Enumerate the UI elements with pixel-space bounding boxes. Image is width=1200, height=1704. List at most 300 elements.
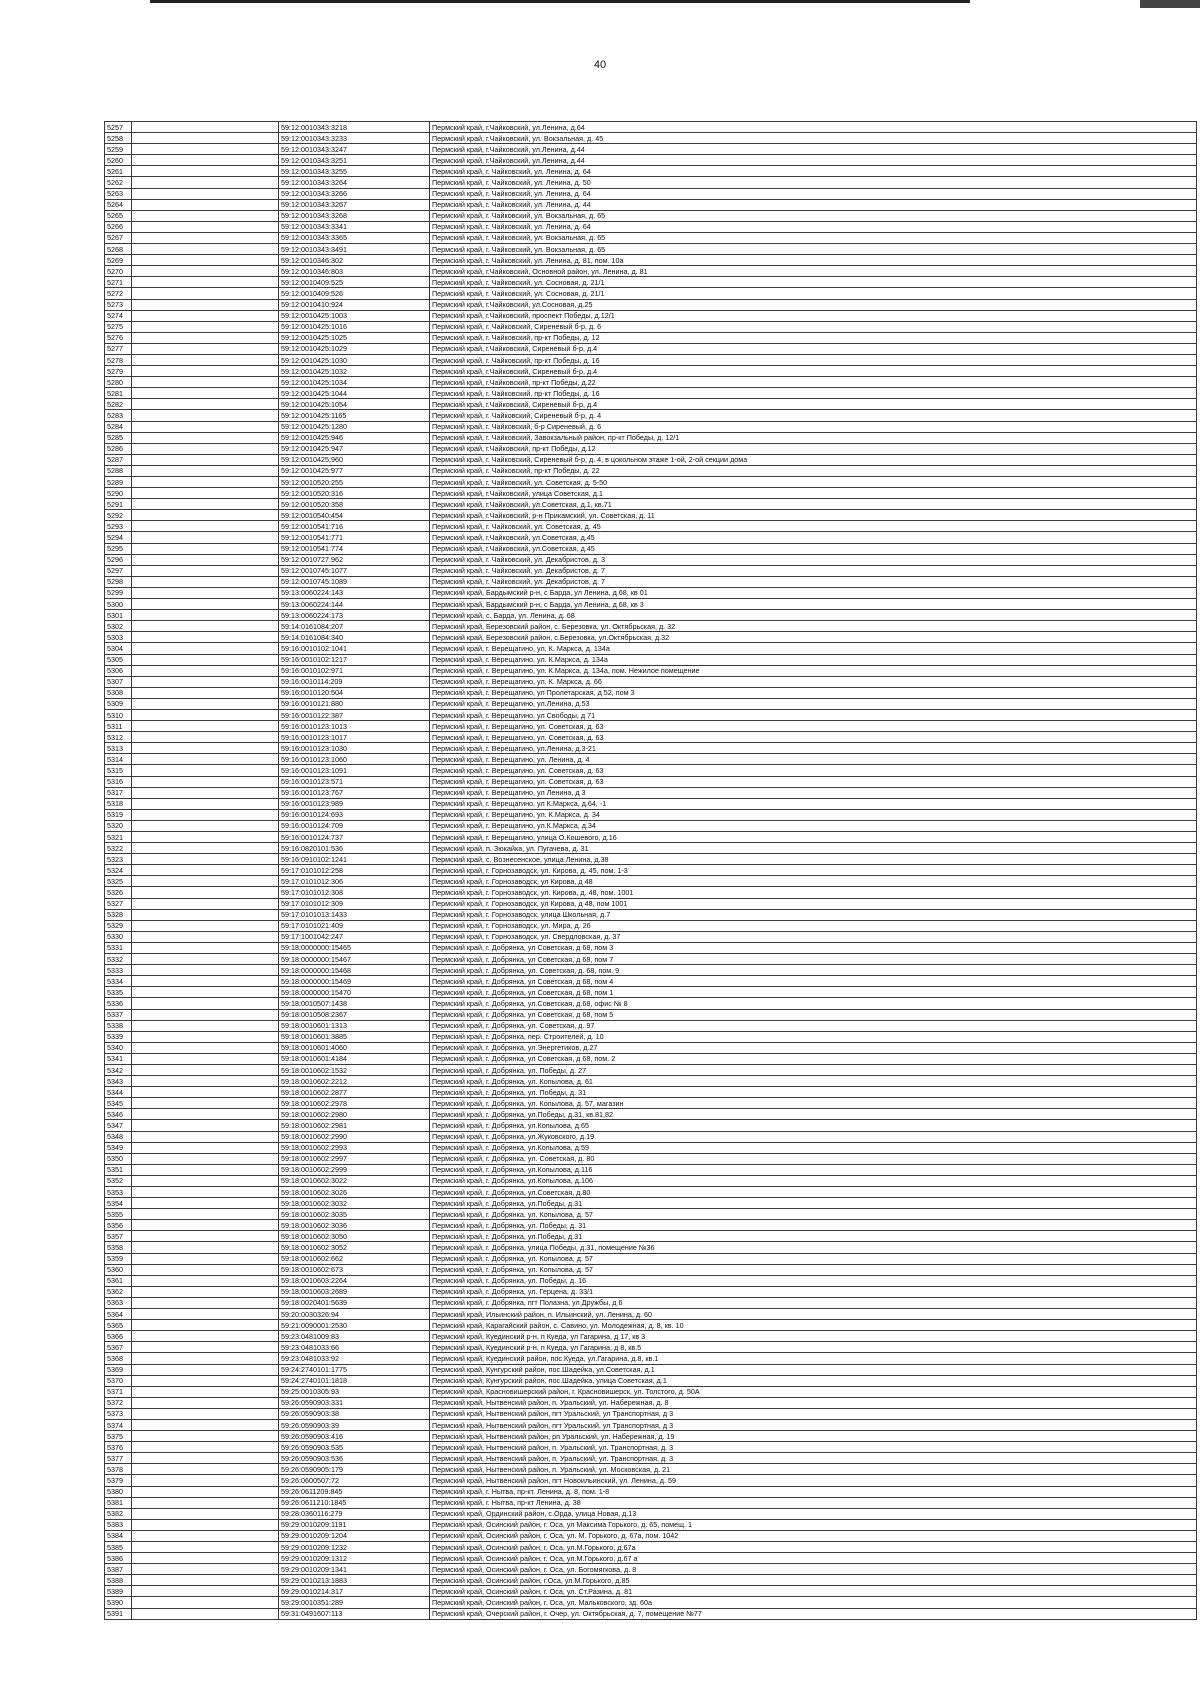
cadastral-number-cell: 59:18:0010602:3026 bbox=[279, 1187, 430, 1198]
address-cell: Пермский край, г. Верещагино, ул. Советская, д. 63 bbox=[430, 776, 1197, 787]
cadastral-number-cell: 59:14:0161084:207 bbox=[279, 621, 430, 632]
cadastral-number-cell: 59:17:0101012:306 bbox=[279, 876, 430, 887]
cadastral-number-cell: 59:16:0010123:1013 bbox=[279, 721, 430, 732]
empty-cell bbox=[132, 787, 279, 798]
cadastral-number-cell: 59:18:0010601:3885 bbox=[279, 1031, 430, 1042]
address-cell: Пермский край, г. Горнозаводск, ул. Свердловская, д. 37 bbox=[430, 931, 1197, 942]
address-cell: Пермский край, Осинский район, г. Оса, ул.М.Горького, д.67 а bbox=[430, 1553, 1197, 1564]
table-row bbox=[105, 1009, 1197, 1020]
cadastral-number-cell: 59:16:0010102:1217 bbox=[279, 654, 430, 665]
address-cell: Пермский край, г. Чайковский, Сиреневый б-р, д. 4, в цокольном этаже 1-ой, 2-ой секции дома bbox=[430, 454, 1197, 465]
address-cell: Пермский край, г. Чайковский, ул. Декабристов, д. 3 bbox=[430, 554, 1197, 565]
table-row bbox=[105, 244, 1197, 255]
table-row bbox=[105, 665, 1197, 676]
empty-cell bbox=[132, 1231, 279, 1242]
table-row bbox=[105, 610, 1197, 621]
table-row bbox=[105, 1530, 1197, 1541]
empty-cell bbox=[132, 199, 279, 210]
cadastral-number-cell: 59:26:0590903:535 bbox=[279, 1442, 430, 1453]
address-cell: Пермский край, Осинский район, г. Оса, ул. М. Горького, д. 67а, пом. 1042 bbox=[430, 1530, 1197, 1541]
empty-cell bbox=[132, 1087, 279, 1098]
table-row bbox=[105, 1242, 1197, 1253]
table-row bbox=[105, 976, 1197, 987]
empty-cell bbox=[132, 654, 279, 665]
row-number-cell: 5376 bbox=[105, 1442, 132, 1453]
row-number-cell: 5282 bbox=[105, 399, 132, 410]
address-cell: Пермский край, г. Добрянка, ул Советская, д 68, пом 3 bbox=[430, 942, 1197, 953]
cadastral-number-cell: 59:23:0481009:83 bbox=[279, 1331, 430, 1342]
row-number-cell: 5290 bbox=[105, 488, 132, 499]
address-cell: Пермский край, г. Верещагино, ул. К.Маркса, д. 134а, пом. Нежилое помещение bbox=[430, 665, 1197, 676]
address-cell: Пермский край, г. Верещагино, ул.Ленина, д.3-21 bbox=[430, 743, 1197, 754]
address-cell: Пермский край, г. Горнозаводск, ул Кирова, д 48, пом 1001 bbox=[430, 898, 1197, 909]
cadastral-number-cell: 59:31:0491607:113 bbox=[279, 1608, 430, 1619]
table-row bbox=[105, 1542, 1197, 1553]
row-number-cell: 5364 bbox=[105, 1309, 132, 1320]
empty-cell bbox=[132, 843, 279, 854]
cadastral-number-cell: 59:13:0060224:173 bbox=[279, 610, 430, 621]
table-row bbox=[105, 1231, 1197, 1242]
row-number-cell: 5374 bbox=[105, 1419, 132, 1430]
cadastral-number-cell: 59:12:0010343:3255 bbox=[279, 166, 430, 177]
cadastral-number-cell: 59:12:0010541:771 bbox=[279, 532, 430, 543]
address-cell: Пермский край, г. Верещагино, ул. К. Маркса, д. 66 bbox=[430, 676, 1197, 687]
row-number-cell: 5388 bbox=[105, 1575, 132, 1586]
table-row bbox=[105, 787, 1197, 798]
address-cell: Пермский край, г. Чайковский, пр-кт Победы, д. 16 bbox=[430, 388, 1197, 399]
row-number-cell: 5283 bbox=[105, 410, 132, 421]
cadastral-number-cell: 59:12:0010745:1089 bbox=[279, 576, 430, 587]
empty-cell bbox=[132, 1209, 279, 1220]
row-number-cell: 5334 bbox=[105, 976, 132, 987]
row-number-cell: 5380 bbox=[105, 1486, 132, 1497]
row-number-cell: 5385 bbox=[105, 1542, 132, 1553]
cadastral-number-cell: 59:18:0010602:2993 bbox=[279, 1142, 430, 1153]
row-number-cell: 5322 bbox=[105, 843, 132, 854]
row-number-cell: 5275 bbox=[105, 321, 132, 332]
row-number-cell: 5360 bbox=[105, 1264, 132, 1275]
row-number-cell: 5391 bbox=[105, 1608, 132, 1619]
empty-cell bbox=[132, 1331, 279, 1342]
empty-cell bbox=[132, 288, 279, 299]
empty-cell bbox=[132, 721, 279, 732]
cadastral-number-cell: 59:18:0010602:2212 bbox=[279, 1076, 430, 1087]
row-number-cell: 5311 bbox=[105, 721, 132, 732]
row-number-cell: 5358 bbox=[105, 1242, 132, 1253]
row-number-cell: 5369 bbox=[105, 1364, 132, 1375]
cadastral-number-cell: 59:16:0010124:709 bbox=[279, 820, 430, 831]
cadastral-number-cell: 59:12:0010343:3218 bbox=[279, 122, 430, 133]
empty-cell bbox=[132, 177, 279, 188]
address-cell: Пермский край, г.Чайковский, ул.Ленина, д.44 bbox=[430, 155, 1197, 166]
cadastral-number-cell: 59:12:0010727:962 bbox=[279, 554, 430, 565]
address-cell: Пермский край, г. Добрянка, ул.Советская, д.68, офис № 8 bbox=[430, 998, 1197, 1009]
cadastral-number-cell: 59:12:0010410:924 bbox=[279, 299, 430, 310]
row-number-cell: 5274 bbox=[105, 310, 132, 321]
empty-cell bbox=[132, 266, 279, 277]
cadastral-number-cell: 59:24:2740101:1775 bbox=[279, 1364, 430, 1375]
cadastral-number-cell: 59:18:0010601:4184 bbox=[279, 1053, 430, 1064]
address-cell: Пермский край, г. Верещагино, ул Пролетарская, д 52, пом 3 bbox=[430, 687, 1197, 698]
row-number-cell: 5278 bbox=[105, 354, 132, 365]
row-number-cell: 5265 bbox=[105, 210, 132, 221]
empty-cell bbox=[132, 133, 279, 144]
cadastral-number-cell: 59:12:0010520:316 bbox=[279, 488, 430, 499]
empty-cell bbox=[132, 332, 279, 343]
row-number-cell: 5372 bbox=[105, 1397, 132, 1408]
table-row bbox=[105, 1575, 1197, 1586]
empty-cell bbox=[132, 1475, 279, 1486]
cadastral-number-cell: 59:17:0101012:258 bbox=[279, 865, 430, 876]
row-number-cell: 5361 bbox=[105, 1275, 132, 1286]
cadastral-number-cell: 59:18:0010601:1313 bbox=[279, 1020, 430, 1031]
address-cell: Пермский край, г. Верещагино, ул К.Маркса, д.64, -1 bbox=[430, 798, 1197, 809]
empty-cell bbox=[132, 976, 279, 987]
cadastral-number-cell: 59:12:0010425:1029 bbox=[279, 343, 430, 354]
empty-cell bbox=[132, 832, 279, 843]
address-cell: Пермский край, Осинский район, г. Оса, ул.М.Горького, д.67а bbox=[430, 1542, 1197, 1553]
row-number-cell: 5271 bbox=[105, 277, 132, 288]
empty-cell bbox=[132, 1020, 279, 1031]
row-number-cell: 5354 bbox=[105, 1198, 132, 1209]
empty-cell bbox=[132, 1297, 279, 1308]
row-number-cell: 5267 bbox=[105, 232, 132, 243]
address-cell: Пермский край, г. Горнозаводск, ул Кирова, д 48 bbox=[430, 876, 1197, 887]
table-row bbox=[105, 632, 1197, 643]
table-row bbox=[105, 1153, 1197, 1164]
address-cell: Пермский край, г. Добрянка, ул. Советская, д. 68, пом. 9 bbox=[430, 965, 1197, 976]
cadastral-number-cell: 59:18:0010602:1532 bbox=[279, 1064, 430, 1075]
row-number-cell: 5355 bbox=[105, 1209, 132, 1220]
empty-cell bbox=[132, 310, 279, 321]
cadastral-number-cell: 59:18:0010602:3036 bbox=[279, 1220, 430, 1231]
row-number-cell: 5279 bbox=[105, 366, 132, 377]
address-cell: Пермский край, г. Чайковский, ул. Ленина, д. 44 bbox=[430, 199, 1197, 210]
table-row bbox=[105, 1053, 1197, 1064]
row-number-cell: 5342 bbox=[105, 1064, 132, 1075]
cadastral-number-cell: 59:12:0010425:1032 bbox=[279, 366, 430, 377]
table-row bbox=[105, 643, 1197, 654]
empty-cell bbox=[132, 477, 279, 488]
row-number-cell: 5352 bbox=[105, 1175, 132, 1186]
address-cell: Пермский край, г. Верещагино, ул Свободы, д 71 bbox=[430, 709, 1197, 720]
address-cell: Пермский край, г. Добрянка, ул Советская, д 68, пом 7 bbox=[430, 954, 1197, 965]
table-row bbox=[105, 543, 1197, 554]
table-row bbox=[105, 177, 1197, 188]
empty-cell bbox=[132, 277, 279, 288]
row-number-cell: 5329 bbox=[105, 920, 132, 931]
table-row bbox=[105, 920, 1197, 931]
row-number-cell: 5340 bbox=[105, 1042, 132, 1053]
cadastral-number-cell: 59:18:0010602:3035 bbox=[279, 1209, 430, 1220]
address-cell: Пермский край, г. Чайковский, ул. Сосновая, д. 21/1 bbox=[430, 288, 1197, 299]
address-cell: Пермский край, г. Добрянка, ул Советская, д 68, пом. 2 bbox=[430, 1053, 1197, 1064]
table-row bbox=[105, 521, 1197, 532]
address-cell: Пермский край, Очерский район, г. Очер, ул. Октябрьская, д. 7, помещение №77 bbox=[430, 1608, 1197, 1619]
address-cell: Пермский край, Нытвенский район, п. Уральский, ул. Транспортная, д. 3 bbox=[430, 1442, 1197, 1453]
cadastral-number-cell: 59:26:0590905:179 bbox=[279, 1464, 430, 1475]
address-cell: Пермский край, Ординский район, с.Орда, улица Новая, д.13 bbox=[430, 1508, 1197, 1519]
address-cell: Пермский край, Куединский р-н, п Куеда, ул Гагарина, д 17, кв 3 bbox=[430, 1331, 1197, 1342]
address-cell: Пермский край, г. Верещагино, ул. Советская, д. 63 bbox=[430, 732, 1197, 743]
cadastral-number-cell: 59:18:0010507:1438 bbox=[279, 998, 430, 1009]
address-cell: Пермский край, г. Верещагино, ул. К. Маркса, д. 134а bbox=[430, 643, 1197, 654]
table-row bbox=[105, 443, 1197, 454]
address-cell: Пермский край, Осинский район, г. Оса, ул. Ст.Разина, д. 81 bbox=[430, 1586, 1197, 1597]
cadastral-number-cell: 59:12:0010425:1034 bbox=[279, 377, 430, 388]
cadastral-number-cell: 59:18:0010602:2999 bbox=[279, 1164, 430, 1175]
row-number-cell: 5333 bbox=[105, 965, 132, 976]
table-row bbox=[105, 144, 1197, 155]
cadastral-number-cell: 59:18:0000000:15467 bbox=[279, 954, 430, 965]
row-number-cell: 5384 bbox=[105, 1530, 132, 1541]
address-cell: Пермский край, г. Добрянка, ул.Энергетиков, д.27 bbox=[430, 1042, 1197, 1053]
address-cell: Пермский край, г. Чайковский, ул. Вокзальная, д. 65 bbox=[430, 244, 1197, 255]
cadastral-number-cell: 59:16:0010123:989 bbox=[279, 798, 430, 809]
page-number: 40 bbox=[593, 59, 607, 71]
empty-cell bbox=[132, 1042, 279, 1053]
cadastral-number-cell: 59:18:0010602:3032 bbox=[279, 1198, 430, 1209]
empty-cell bbox=[132, 776, 279, 787]
table-row bbox=[105, 1275, 1197, 1286]
table-row bbox=[105, 288, 1197, 299]
row-number-cell: 5351 bbox=[105, 1164, 132, 1175]
table-row bbox=[105, 1442, 1197, 1453]
cadastral-number-cell: 59:12:0010425:1054 bbox=[279, 399, 430, 410]
cadastral-number-cell: 59:16:0010122:387 bbox=[279, 709, 430, 720]
cadastral-number-cell: 59:18:0000000:15470 bbox=[279, 987, 430, 998]
row-number-cell: 5302 bbox=[105, 621, 132, 632]
address-cell: Пермский край, г. Добрянка, улица Победы, д.31, помещение №36 bbox=[430, 1242, 1197, 1253]
cadastral-number-cell: 59:16:0010102:971 bbox=[279, 665, 430, 676]
empty-cell bbox=[132, 388, 279, 399]
cadastral-number-cell: 59:18:0010602:2997 bbox=[279, 1153, 430, 1164]
empty-cell bbox=[132, 865, 279, 876]
address-cell: Пермский край, г. Добрянка, ул.Советская, д.80 bbox=[430, 1187, 1197, 1198]
row-number-cell: 5264 bbox=[105, 199, 132, 210]
row-number-cell: 5341 bbox=[105, 1053, 132, 1064]
address-cell: Пермский край, г. Верещагино, ул. К.Маркса, д. 34 bbox=[430, 809, 1197, 820]
cadastral-number-cell: 59:12:0010520:255 bbox=[279, 477, 430, 488]
cadastral-number-cell: 59:26:0590903:38 bbox=[279, 1408, 430, 1419]
cadastral-number-cell: 59:29:0010209:1232 bbox=[279, 1542, 430, 1553]
empty-cell bbox=[132, 1564, 279, 1575]
empty-cell bbox=[132, 510, 279, 521]
empty-cell bbox=[132, 1187, 279, 1198]
address-cell: Пермский край, г. Добрянка, ул.Копылова, д.59 bbox=[430, 1142, 1197, 1153]
cadastral-number-cell: 59:18:0010602:2981 bbox=[279, 1120, 430, 1131]
row-number-cell: 5284 bbox=[105, 421, 132, 432]
empty-cell bbox=[132, 1142, 279, 1153]
table-row bbox=[105, 488, 1197, 499]
table-row bbox=[105, 465, 1197, 476]
row-number-cell: 5308 bbox=[105, 687, 132, 698]
table-row bbox=[105, 266, 1197, 277]
empty-cell bbox=[132, 587, 279, 598]
empty-cell bbox=[132, 1253, 279, 1264]
table-row bbox=[105, 1353, 1197, 1364]
empty-cell bbox=[132, 909, 279, 920]
row-number-cell: 5316 bbox=[105, 776, 132, 787]
cadastral-number-cell: 59:12:0010425:1030 bbox=[279, 354, 430, 365]
table-row bbox=[105, 798, 1197, 809]
cadastral-number-cell: 59:12:0010343:3341 bbox=[279, 221, 430, 232]
empty-cell bbox=[132, 854, 279, 865]
row-number-cell: 5387 bbox=[105, 1564, 132, 1575]
address-cell: Пермский край, г.Чайковский, Сиреневый б-р, д.4 bbox=[430, 399, 1197, 410]
cadastral-number-cell: 59:12:0010409:526 bbox=[279, 288, 430, 299]
address-cell: Пермский край, Осинский район, г. Оса, ул. Мальковского, зд. 60а bbox=[430, 1597, 1197, 1608]
cadastral-number-cell: 59:18:0010602:2877 bbox=[279, 1087, 430, 1098]
empty-cell bbox=[132, 1309, 279, 1320]
row-number-cell: 5273 bbox=[105, 299, 132, 310]
cadastral-number-cell: 59:18:0010603:2264 bbox=[279, 1275, 430, 1286]
table-row bbox=[105, 1342, 1197, 1353]
address-cell: Пермский край, г. Чайковский, ул. Ленина, д. 50 bbox=[430, 177, 1197, 188]
empty-cell bbox=[132, 421, 279, 432]
table-row bbox=[105, 554, 1197, 565]
table-row bbox=[105, 809, 1197, 820]
empty-cell bbox=[132, 1386, 279, 1397]
cadastral-number-cell: 59:26:0600507:72 bbox=[279, 1475, 430, 1486]
table-row bbox=[105, 1586, 1197, 1597]
empty-cell bbox=[132, 1242, 279, 1253]
row-number-cell: 5294 bbox=[105, 532, 132, 543]
address-cell: Пермский край, г. Чайковский, ул. Ленина, д. 64 bbox=[430, 166, 1197, 177]
row-number-cell: 5327 bbox=[105, 898, 132, 909]
empty-cell bbox=[132, 1486, 279, 1497]
table-row bbox=[105, 876, 1197, 887]
row-number-cell: 5379 bbox=[105, 1475, 132, 1486]
empty-cell bbox=[132, 576, 279, 587]
empty-cell bbox=[132, 255, 279, 266]
empty-cell bbox=[132, 687, 279, 698]
empty-cell bbox=[132, 920, 279, 931]
cadastral-number-cell: 59:23:0481033:66 bbox=[279, 1342, 430, 1353]
empty-cell bbox=[132, 1464, 279, 1475]
row-number-cell: 5338 bbox=[105, 1020, 132, 1031]
address-cell: Пермский край, г.Чайковский, ул.Советская, д.1, кв.71 bbox=[430, 499, 1197, 510]
table-row bbox=[105, 1297, 1197, 1308]
address-cell: Пермский край, г. Горнозаводск, ул. Кирова, д. 45, пом. 1-3 bbox=[430, 865, 1197, 876]
cadastral-number-cell: 59:18:0000000:15469 bbox=[279, 976, 430, 987]
table-row bbox=[105, 954, 1197, 965]
cadastral-number-cell: 59:16:0010123:1060 bbox=[279, 754, 430, 765]
address-cell: Пермский край, Березовский район, с. Березовка, ул. Октябрьская, д. 32 bbox=[430, 621, 1197, 632]
address-cell: Пермский край, Нытвенский район, п. Уральский, ул. Транспортная, д. 3 bbox=[430, 1453, 1197, 1464]
address-cell: Пермский край, г. Добрянка, ул.Жуковского, д.19 bbox=[430, 1131, 1197, 1142]
table-row bbox=[105, 1076, 1197, 1087]
empty-cell bbox=[132, 898, 279, 909]
table-row bbox=[105, 1131, 1197, 1142]
empty-cell bbox=[132, 1408, 279, 1419]
empty-cell bbox=[132, 1098, 279, 1109]
address-cell: Пермский край, г. Верещагино, ул. Советская, д. 63 bbox=[430, 765, 1197, 776]
address-cell: Пермский край, Красновишерский район, г. Красновишерск, ул. Толстого, д. 50А bbox=[430, 1386, 1197, 1397]
empty-cell bbox=[132, 1264, 279, 1275]
address-cell: Пермский край, Бардымский р-н, с Барда, ул Ленина, д 68, кв 01 bbox=[430, 587, 1197, 598]
cadastral-number-cell: 59:29:0010209:1191 bbox=[279, 1519, 430, 1530]
row-number-cell: 5320 bbox=[105, 820, 132, 831]
row-number-cell: 5285 bbox=[105, 432, 132, 443]
address-cell: Пермский край, Карагайский район, с. Савино, ул. Молодежная, д. 8, кв. 10 bbox=[430, 1320, 1197, 1331]
row-number-cell: 5324 bbox=[105, 865, 132, 876]
address-cell: Пермский край, г.Чайковский, пр-кт Победы, д.12 bbox=[430, 443, 1197, 454]
cadastral-number-cell: 59:16:0010114:209 bbox=[279, 676, 430, 687]
table-row bbox=[105, 366, 1197, 377]
cadastral-number-cell: 59:18:0010602:673 bbox=[279, 1264, 430, 1275]
row-number-cell: 5381 bbox=[105, 1497, 132, 1508]
empty-cell bbox=[132, 643, 279, 654]
empty-cell bbox=[132, 1320, 279, 1331]
row-number-cell: 5300 bbox=[105, 599, 132, 610]
cadastral-number-cell: 59:12:0010425:1025 bbox=[279, 332, 430, 343]
row-number-cell: 5343 bbox=[105, 1076, 132, 1087]
address-cell: Пермский край, Кунгурский район, пос.Шадейка, улица Советская, д.1 bbox=[430, 1375, 1197, 1386]
table-row bbox=[105, 1098, 1197, 1109]
empty-cell bbox=[132, 931, 279, 942]
row-number-cell: 5261 bbox=[105, 166, 132, 177]
table-row bbox=[105, 1475, 1197, 1486]
table-row bbox=[105, 277, 1197, 288]
address-cell: Пермский край, г.Чайковский, ул. Вокзальная, д. 45 bbox=[430, 133, 1197, 144]
address-cell: Пермский край, Нытвенский район, рп Уральский, ул. Набережная, д. 19 bbox=[430, 1431, 1197, 1442]
row-number-cell: 5357 bbox=[105, 1231, 132, 1242]
empty-cell bbox=[132, 743, 279, 754]
cadastral-number-cell: 59:12:0010425:1044 bbox=[279, 388, 430, 399]
table-row bbox=[105, 1508, 1197, 1519]
empty-cell bbox=[132, 122, 279, 133]
row-number-cell: 5304 bbox=[105, 643, 132, 654]
cadastral-number-cell: 59:12:0010425:946 bbox=[279, 432, 430, 443]
empty-cell bbox=[132, 1109, 279, 1120]
address-cell: Пермский край, г.Чайковский, пр-кт Победы, д.22 bbox=[430, 377, 1197, 388]
row-number-cell: 5353 bbox=[105, 1187, 132, 1198]
row-number-cell: 5321 bbox=[105, 832, 132, 843]
cadastral-number-cell: 59:26:0611209:845 bbox=[279, 1486, 430, 1497]
table-row bbox=[105, 1519, 1197, 1530]
empty-cell bbox=[132, 1031, 279, 1042]
cadastral-number-cell: 59:17:0101012:309 bbox=[279, 898, 430, 909]
empty-cell bbox=[132, 632, 279, 643]
empty-cell bbox=[132, 1608, 279, 1619]
cadastral-number-cell: 59:17:0101012:308 bbox=[279, 887, 430, 898]
address-cell: Пермский край, Нытвенский район, пгт Уральский, ул Транспортная, д 3 bbox=[430, 1408, 1197, 1419]
row-number-cell: 5306 bbox=[105, 665, 132, 676]
cadastral-number-cell: 59:12:0010343:3365 bbox=[279, 232, 430, 243]
table-row bbox=[105, 599, 1197, 610]
table-row bbox=[105, 410, 1197, 421]
empty-cell bbox=[132, 1131, 279, 1142]
empty-cell bbox=[132, 987, 279, 998]
cadastral-number-cell: 59:18:0000000:15465 bbox=[279, 942, 430, 953]
row-number-cell: 5289 bbox=[105, 477, 132, 488]
empty-cell bbox=[132, 1542, 279, 1553]
row-number-cell: 5298 bbox=[105, 576, 132, 587]
address-cell: Пермский край, г. Чайковский, пр-кт Победы, д. 16 bbox=[430, 354, 1197, 365]
empty-cell bbox=[132, 1053, 279, 1064]
row-number-cell: 5375 bbox=[105, 1431, 132, 1442]
empty-cell bbox=[132, 244, 279, 255]
cadastral-number-cell: 59:18:0010602:3052 bbox=[279, 1242, 430, 1253]
address-cell: Пермский край, г. Верещагино, ул. К.Маркса, д. 134а bbox=[430, 654, 1197, 665]
empty-cell bbox=[132, 1076, 279, 1087]
address-cell: Пермский край, г. Добрянка, ул. Герцена, д. 33/1 bbox=[430, 1286, 1197, 1297]
table-row bbox=[105, 1486, 1197, 1497]
address-cell: Пермский край, Бардымский р-н, с Барда, ул Ленина, д 68, кв 3 bbox=[430, 599, 1197, 610]
row-number-cell: 5368 bbox=[105, 1353, 132, 1364]
register-body bbox=[105, 122, 1197, 1620]
